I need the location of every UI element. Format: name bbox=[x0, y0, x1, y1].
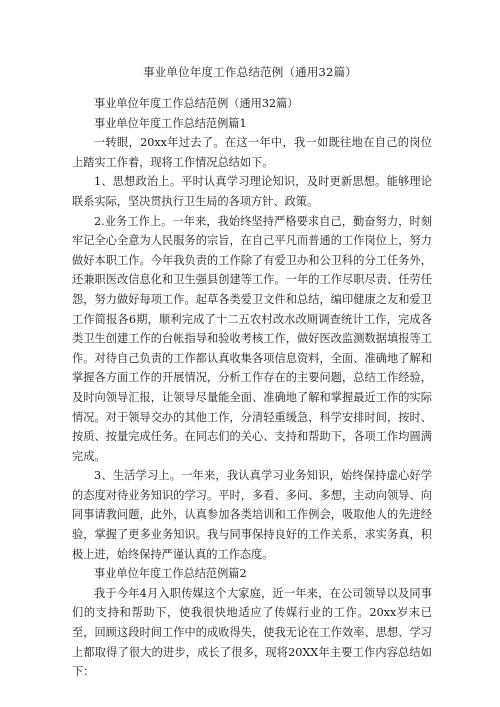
section-heading-1: 事业单位年度工作总结范例篇1 bbox=[94, 116, 247, 130]
paragraph-work: 2.业务工作上。一年来，我始终坚持严格要求自己，勤奋努力，时刻牢记全心全意为人民服务的宗旨，在自己平凡而普通的工作岗位上，努力做好本职工作。今年我负责的工作除了有爱卫办和公卫科的分工任务外，还兼职医改信息化和卫生强县创建等工作。一年的工作尽职尽责、任劳任怨，努力做好每项工作。起草各类爱卫文件和总结，编印健康之友和爱卫工作简报各6期，顺利完成了十二五农村改水改厕调查统计工作，完成各类卫生创建工作的台帐指导和验收考核工作，做好医改监测数据填报等工作。对待自己负责的工作都认真收集各项信息资料，全面、准确地了解和掌握各方面工作的开展情况，分析工作存在的主要问题，总结工作经验，及时向领导汇报，让领导尽量能全面、准确地了解和掌握最近工作的实际情况。对于领导交办的其他工作，分清轻重缓急，科学安排时间，按时、按质、按量完成任务。在同志们的关心、支持和帮助下，各项工作均圆满完成。 bbox=[72, 214, 432, 463]
paragraph-thought: 1、思想政治上。平时认真学习理论知识，及时更新思想。能够理论联系实际，坚决贯执行卫生局的各项方针、政策。 bbox=[72, 175, 432, 208]
document-title: 事业单位年度工作总结范例（通用32篇） bbox=[143, 65, 357, 79]
paragraph-life-study: 3、生活学习上。一年来，我认真学习业务知识，始终保持虚心好学的态度对待业务知识的学习。平时，多看、多问、多想，主动向领导、向同事请教问题，此外，认真参加各类培训和工作例会，吸取他人的先进经验，掌握了更多业务知识。我与同事保持良好的工作关系，求实务真，积极上进，始终保持严谨认真的工作态度。 bbox=[72, 469, 432, 561]
subtitle-line: 事业单位年度工作总结范例（通用32篇） bbox=[94, 97, 299, 110]
paragraph-section2-intro: 我于今年4月入职传媒这个大家庭，近一年来，在公司领导以及同事们的支持和帮助下，使我很快地适应了传媒行业的工作。20xx岁末已至，回顾这段时间工作中的成败得失，使我无论在工作效率、思想、学习上都取得了很大的进步，成长了很多，现将20XX年主要工作内容总结如下： bbox=[72, 586, 432, 679]
document-body bbox=[72, 94, 432, 682]
section-heading-2: 事业单位年度工作总结范例篇2 bbox=[94, 567, 247, 581]
paragraph-intro: 一转眼，20xx年过去了。在这一年中，我一如既往地在自己的岗位上踏实工作着，现将工作情况总结如下。 bbox=[72, 136, 432, 169]
